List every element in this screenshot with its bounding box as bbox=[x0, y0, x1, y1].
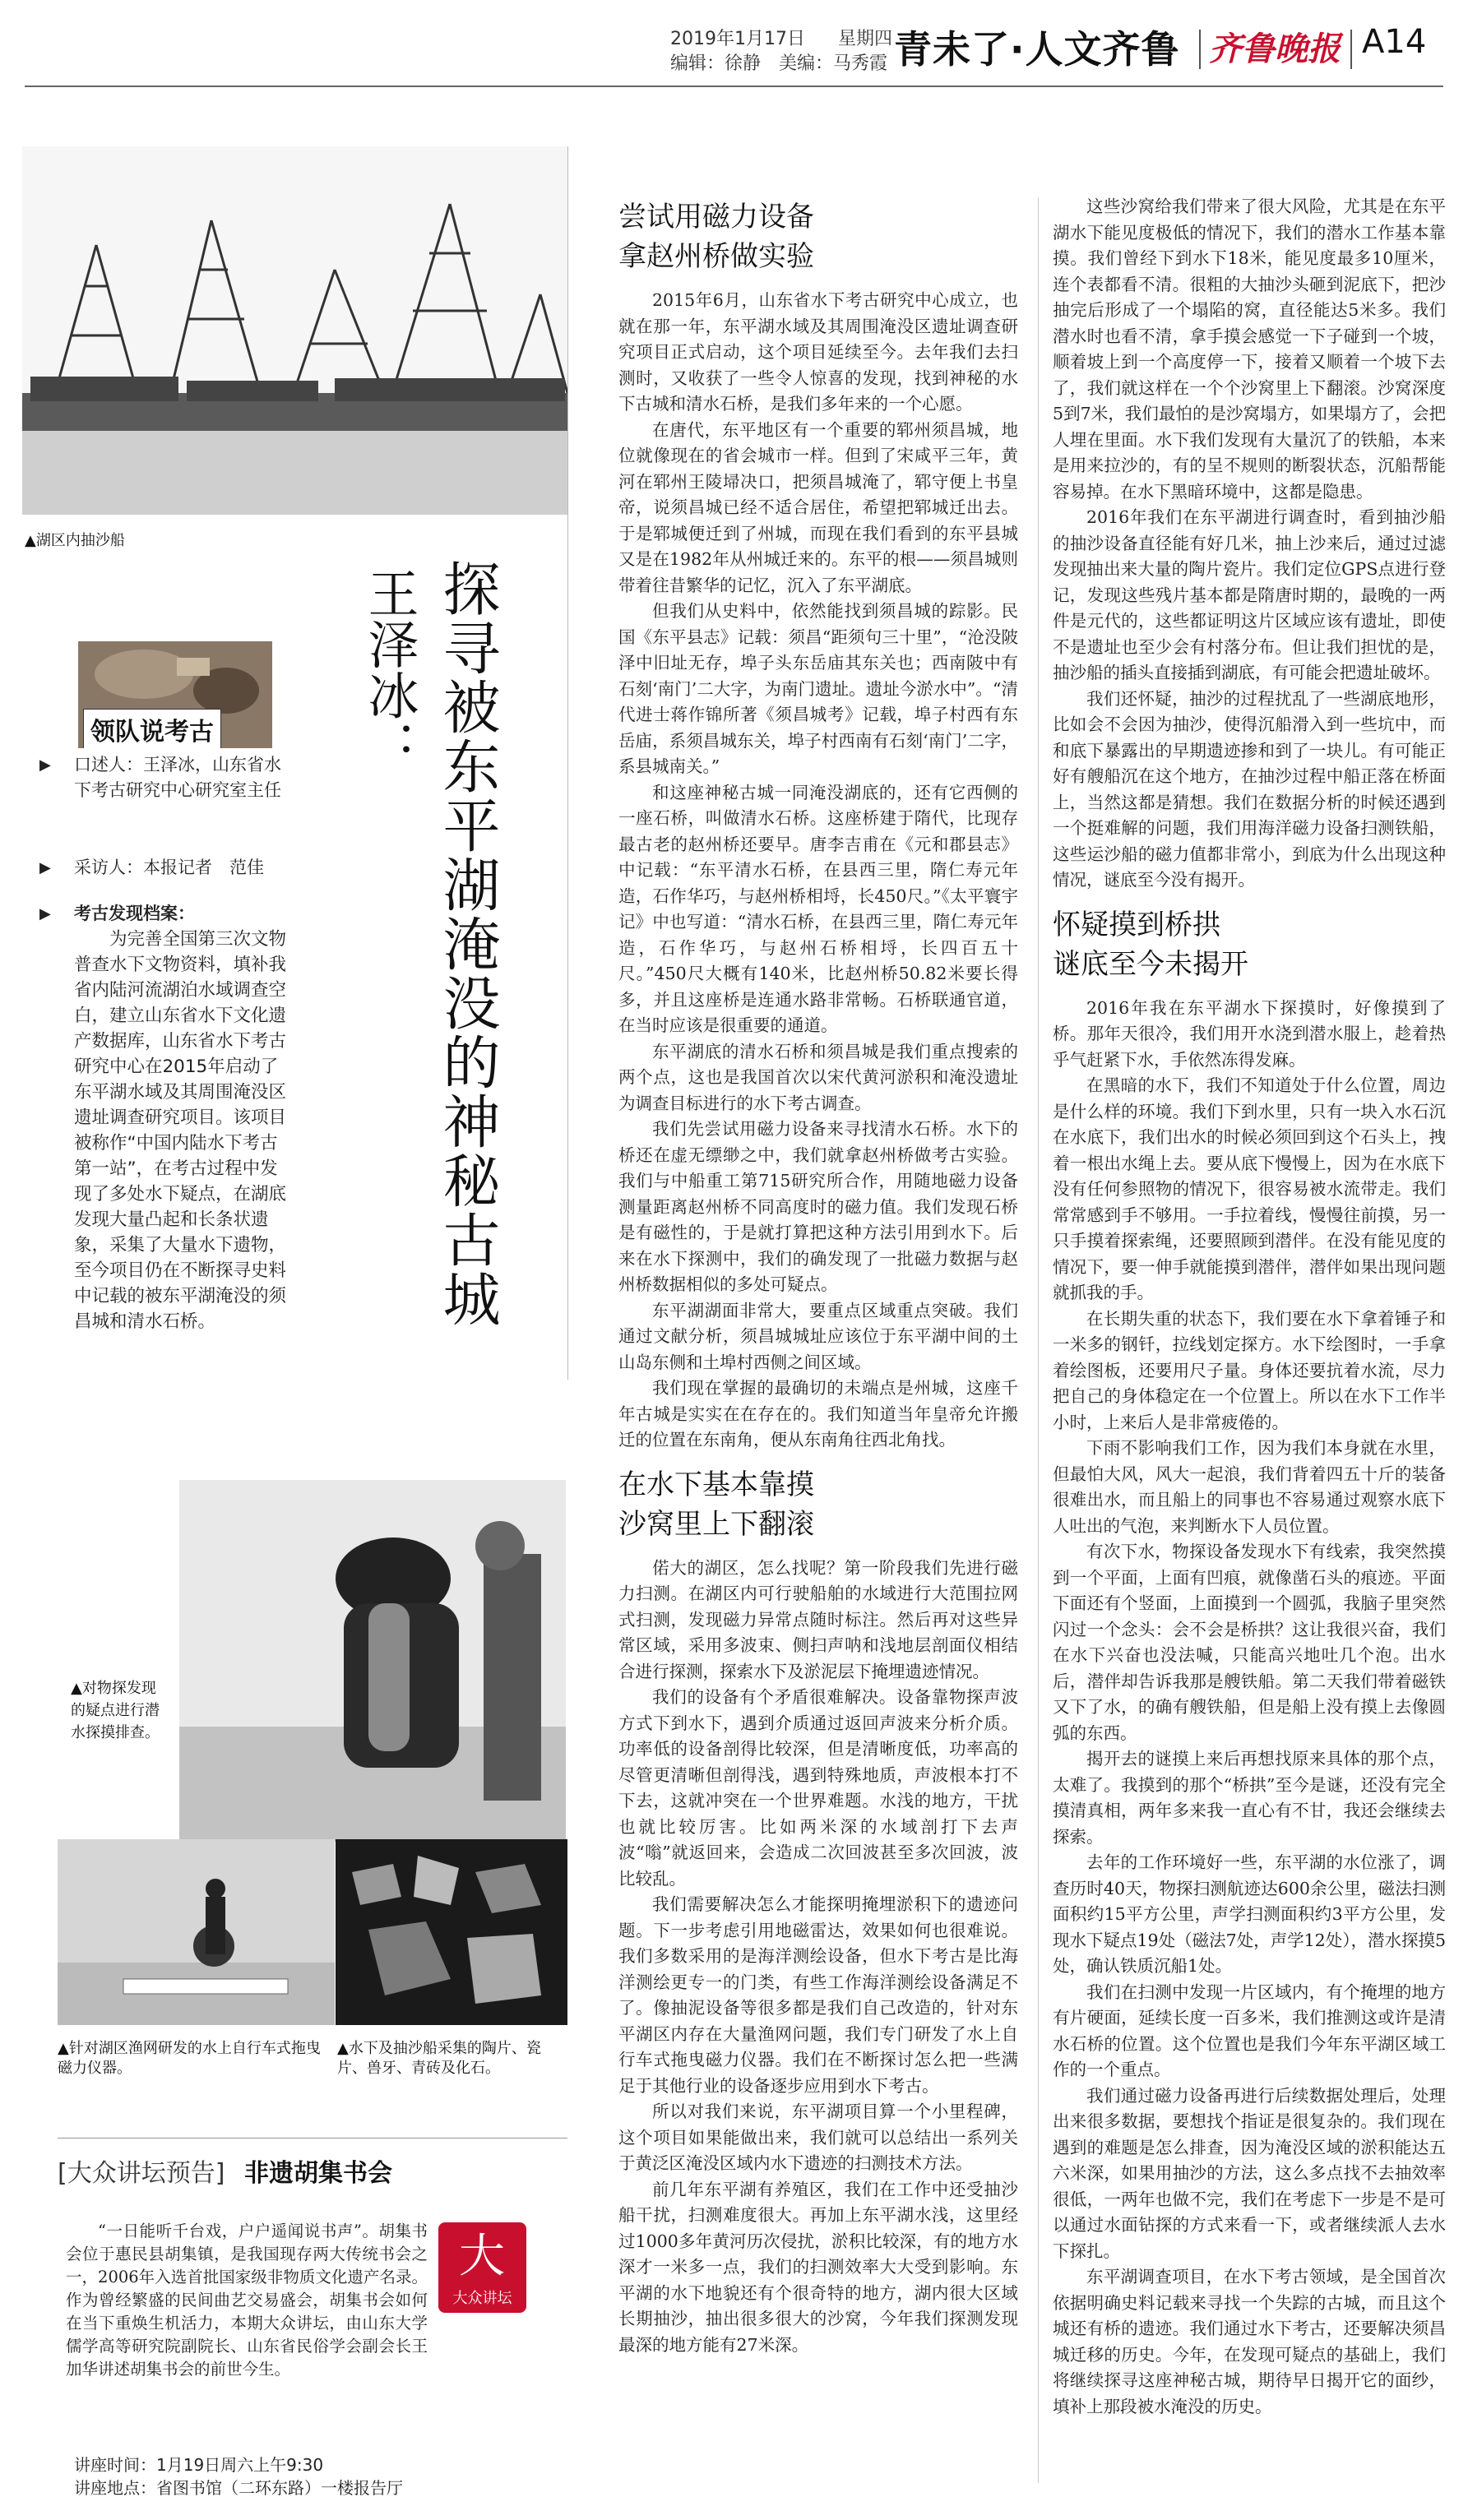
paragraph: 但我们从史料中，依然能找到须昌城的踪影。民国《东平县志》记载：须昌“距须句三十里”，“沧没陂泽中旧址无存，埠子头东岳庙其东关也；西南陂中有石刻‘南门’二大字，为南门遗址。遗址今淤水中”。“清代进士蒋作锦所著《须昌城考》记载，埠子村西有东岳庙，系须昌城东关，埠子村西南有石刻‘南门’二字，系县城南关。” bbox=[618, 601, 1018, 776]
svg-text:大: 大 bbox=[459, 2230, 505, 2283]
paragraph: 在长期失重的状态下，我们要在水下拿着锤子和一米多的钢钎，拉线划定探方。水下绘图时，一手拿着绘图板，还要用尺子量。身体还要抗着水流，尽力把自己的身体稳定在一个位置上。所以在水下工作半小时，上来后人是非常疲倦的。 bbox=[1053, 1308, 1446, 1432]
headline-person: 王泽冰： bbox=[359, 567, 419, 771]
photo-relics bbox=[336, 1839, 567, 2025]
header-divider-2 bbox=[1350, 30, 1352, 69]
paragraph: 我们现在掌握的最确切的未端点是州城，这座千年古城是实实在在存在的。我们知道当年皇帝允许搬迁的位置在东南角，便从东南角往西北角找。 bbox=[618, 1378, 1018, 1450]
page-number: A14 bbox=[1362, 23, 1427, 61]
lecture-title: 非遗胡集书会 bbox=[243, 2159, 392, 2188]
relics-image bbox=[336, 1839, 567, 2025]
paragraph: 下雨不影响我们工作，因为我们本身就在水里，但最怕大风，风大一起浪，我们背着四五十斤的装备很难出水，而且船上的同事也不容易通过观察水底下人吐出的气泡，来判断水下人员位置。 bbox=[1053, 1438, 1446, 1536]
header-date-line bbox=[670, 25, 892, 50]
sec2-title-line1: 在水下基本靠摸 bbox=[618, 1468, 814, 1501]
paragraph: 2015年6月，山东省水下考古研究中心成立，也就在那一年，东平湖水域及其周围淹没区遗址调查研究项目正式启动，这个项目延续至今。去年我们去扫测时，又收获了一些令人惊喜的发现，找到神秘的水下古城和清水石桥，是我们多年来的一个心愿。 bbox=[618, 290, 1018, 414]
paragraph: 东平湖湖面非常大，要重点区域重点突破。我们通过文献分析，须昌城城址应该位于东平湖中间的土山岛东侧和土埠村西侧之间区域。 bbox=[618, 1300, 1018, 1372]
paragraph: 揭开去的谜摸上来后再想找原来具体的那个点，太难了。我摸到的那个“桥拱”至今是谜，还没有完全摸清真相，两年多来我一直心有不甘，我还会继续去探索。 bbox=[1053, 1749, 1446, 1847]
article-column-right bbox=[1053, 194, 1446, 2420]
paragraph: 前几年东平湖有养殖区，我们在工作中还受抽沙船干扰，扫测难度很大。再加上东平湖水浅，这里经过1000多年黄河历次侵扰，淤积比较深，有的地方水深才一米多一点，我们的扫测效率大大受到影响。东平湖的水下地貌还有个很奇特的地方，湖内很大区域长期抽沙，抽出很多很大的沙窝，今年我们探测发现最深的地方能有27米深。 bbox=[618, 2179, 1018, 2355]
lecture-logo bbox=[438, 2222, 526, 2313]
sec3-title-line1: 怀疑摸到桥拱 bbox=[1053, 908, 1220, 941]
header-date: 2019年1月17日 bbox=[670, 29, 805, 49]
paragraph: 我们的设备有个矛盾很难解决。设备靠物探声波方式下到水下，遇到介质通过返回声波来分析介质。功率低的设备剖得比较深，但是清晰度低，功率高的尽管更清晰但剖得浅，遇到特殊地质，声波根本打不下去，这就冲突在一个世界难题。水浅的地方，干扰也就比较厉害。比如两米深的水域剖打下去声波“嗡”就返回来，会造成二次回波甚至多次回波，波比较乱。 bbox=[618, 1687, 1018, 1889]
sec1-title bbox=[618, 197, 1018, 276]
header-editors: 编辑：徐静 美编：马秀霞 bbox=[670, 53, 888, 74]
paragraph: 所以对我们来说，东平湖项目算一个小里程碑，这个项目如果能做出来，我们就可以总结出一系列关于黄泛区淹没区域内水下遗迹的扫测技术方法。 bbox=[618, 2102, 1018, 2173]
paragraph: 在唐代，东平地区有一个重要的郓州须昌城，地位就像现在的省会城市一样。但到了宋咸平三年，黄河在郓州王陵埽决口，把须昌城淹了，郓守便上书皇帝，说须昌城已经不适合居住，希望把郓城迁出去。于是郓城便迁到了州城，而现在我们看到的东平县城又是在1982年从州城迁来的。东平的根——须昌城则带着往昔繁华的记忆，沉入了东平湖底。 bbox=[618, 419, 1018, 595]
column-label: 领队说考古 bbox=[83, 709, 221, 748]
narrator: 口述人：王泽冰，山东省水下考古研究中心研究室主任 bbox=[74, 755, 281, 800]
archive-text: 为完善全国第三次文物普查水下文物资料，填补我省内陆河流湖泊水域调查空白，建立山东省水下文化遗产数据库，山东省水下考古研究中心在2015年启动了东平湖水域及其周围淹没区遗址调查研究项目。该项目被称作“中国内陆水下考古第一站”，在考古过程中发现了多处水下疑点，在湖底发现大量凸起和长条状遗象，采集了大量水下遗物，至今项目仍在不断探寻史料中记载的被东平湖淹没的须昌城和清水石桥。 bbox=[74, 929, 287, 1332]
interviewer-arrow-icon: ▶ bbox=[39, 859, 51, 876]
caption-pump-boats: ▲湖区内抽沙船 bbox=[25, 532, 125, 549]
paragraph: 去年的工作环境好一些，东平湖的水位涨了，调查历时40天，物探扫测航迹达600余公里，磁法扫测面积约15平方公里，声学扫测面积约3平方公里，发现水下疑点19处（磁法7处，声学12处），潜水探摸5处，确认铁质沉船1处。 bbox=[1053, 1852, 1447, 1976]
lecture-tag: [大众讲坛预告] bbox=[58, 2159, 225, 2188]
interviewer: 采访人：本报记者 范佳 bbox=[74, 858, 264, 877]
paragraph: 东平湖调查项目，在水下考古领域，是全国首次依据明确史料记载来寻找一个失踪的古城，而且这个城还有桥的遗迹。我们通过水下考古，还要解决须昌城迁移的历史。今年，在发现可疑点的基础上，我们将继续探寻这座神秘古城，期待早日揭开它的面纱，填补上那段被水淹没的历史。 bbox=[1053, 2267, 1446, 2416]
lecture-logo-text: 大众讲坛 bbox=[452, 2290, 512, 2307]
caption-vehicle: ▲针对湖区渔网研发的水上自行车式拖曳磁力仪器。 bbox=[58, 2040, 321, 2077]
column-divider bbox=[1038, 197, 1039, 2483]
article-column-middle bbox=[618, 197, 1018, 2358]
headline-title: 探寻被东平湖淹没的神秘古城 bbox=[433, 559, 501, 1329]
photo-pump-boats bbox=[22, 146, 567, 515]
sec3-title bbox=[1053, 905, 1446, 984]
paragraph: 东平湖底的清水石桥和须昌城是我们重点搜索的两个点，这也是我国首次以宋代黄河淤积和淹没遗址为调查目标进行的水下考古调查。 bbox=[618, 1041, 1018, 1113]
narrator-block bbox=[39, 752, 286, 803]
diver-image bbox=[179, 1480, 566, 1842]
paragraph: 和这座神秘古城一同淹没湖底的，还有它西侧的一座石桥，叫做清水石桥。这座桥建于隋代，比现存最古老的赵州桥还要早。唐李吉甫在《元和郡县志》中记载：“东平清水石桥，在县西三里，隋仁寿元年造，石作华巧，与赵州桥相埒，长450尺。”《太平寰宇记》中也写道：“清水石桥，在县西三里，隋仁寿元年造，石作华巧，与赵州石桥相埒，长四百五十尺。”450尺大概有140米，比赵州桥50.82米要长得多，并且这座桥是连通水路非常畅。石桥联通官道，在当时应该是很重要的通道。 bbox=[618, 782, 1018, 1035]
paragraph: 2016年我在东平湖水下探摸时，好像摸到了桥。那年天很冷，我们用开水浇到潜水服上，趁着热乎气赶紧下水，手依然冻得发麻。 bbox=[1053, 997, 1446, 1070]
section-title: 青未了·人文齐鲁 bbox=[894, 27, 1180, 72]
photo-vehicle bbox=[58, 1839, 335, 2025]
vehicle-image bbox=[58, 1839, 335, 2025]
paragraph: 在黑暗的水下，我们不知道处于什么位置，周边是什么样的环境。我们下到水里，只有一块入水石沉在水底下，我们出水的时候必须回到这个石头上，拽着一根出水绳上去。要从底下慢慢上，因为在水底下没有任何参照物的情况下，很容易被水流带走。我们常常感到手不够用。一手拉着线，慢慢往前摸，另一只手摸着探索绳，还要照顾到潜伴。在没有能见度的情况下，要一伸手就能摸到潜伴，潜伴如果出现问题就抓我的手。 bbox=[1053, 1075, 1446, 1302]
paragraph: 我们需要解决怎么才能探明掩埋淤积下的遗迹问题。下一步考虑引用地磁雷达，效果如何也很难说。我们多数采用的是海洋测绘设备，但水下考古是比海洋测绘更专一的门类，有些工作海洋测绘设备满足不了。像抽泥设备等很多都是我们自己改造的，针对东平湖区内存在大量渔网问题，我们专门研发了水上自行车式拖曳磁力仪器。我们在不断探讨怎么把一些满足于其他行业的设备逐步应用到水下考古。 bbox=[618, 1894, 1018, 2096]
interviewer-block bbox=[39, 855, 286, 881]
pump-boats-image bbox=[22, 146, 567, 515]
sec3-title-line2: 谜底至今未揭开 bbox=[1053, 947, 1248, 981]
lecture-heading bbox=[58, 2152, 392, 2189]
paragraph: 这些沙窝给我们带来了很大风险，尤其是在东平湖水下能见度极低的情况下，我们的潜水工作基本靠摸。我们曾经下到水下18米，能见度最多10厘米，连个表都看不清。很粗的大抽沙头砸到泥底下，把沙抽完后形成了一个塌陷的窝，直径能达5米多。我们潜水时也看不清，拿手摸会感觉一下子碰到一个坡，顺着坡上到一个高度停一下，接着又顺着一个坡下去了，我们就这样在一个个沙窝里上下翻滚。沙窝深度5到7米，我们最怕的是沙窝塌方，如果塌方了，会把人埋在里面。水下我们发现有大量沉了的铁船，本来是用来拉沙的，有的呈不规则的断裂状态，沉船帮能容易掉。在水下黑暗环境中，这都是隐患。 bbox=[1053, 197, 1446, 502]
lecture-logo-icon bbox=[438, 2222, 526, 2288]
sec2-title-line2: 沙窝里上下翻滚 bbox=[618, 1507, 814, 1541]
lecture-place: 讲座地点：省图书馆（二环东路）一楼报告厅 bbox=[74, 2478, 403, 2498]
archive-arrow-icon: ▶ bbox=[39, 905, 51, 922]
caption-relics: ▲水下及抽沙船采集的陶片、瓷片、兽牙、青砖及化石。 bbox=[337, 2040, 541, 2077]
paper-logo: 齐鲁晚报 bbox=[1209, 30, 1341, 68]
lecture-time: 讲座时间：1月19日周六上午9:30 bbox=[74, 2455, 324, 2475]
paragraph: 我们还怀疑，抽沙的过程扰乱了一些湖底地形，比如会不会因为抽沙，使得沉船滑入到一些坑中，而和底下暴露出的早期遗迹掺和到了一块儿。有可能正好有艘船沉在这个地方，在抽沙过程中船正落在桥面上，当然这都是猜想。我们在数据分析的时候还遇到一个挺难解的问题，我们用海洋磁力设备扫测铁船，这些运沙船的磁力值都非常小，到底为什么出现这种情况，谜底至今没有揭开。 bbox=[1053, 688, 1446, 890]
narrator-arrow-icon: ▶ bbox=[39, 756, 51, 774]
photo-diver bbox=[179, 1480, 566, 1842]
lecture-body: “一日能听千台戏，户户遥闻说书声”。胡集书会位于惠民县胡集镇，是我国现存两大传统书会之一，2006年入选首批国家级非物质文化遗产名录。作为曾经繁盛的民间曲艺交易盛会，胡集书会如何在当下重焕生机活力，本期大众讲坛，由山东大学儒学高等研究院副院长、山东省民俗学会副会长王加华讲述胡集书会的前世今生。 bbox=[66, 2222, 428, 2379]
sec1-title-line1: 尝试用磁力设备 bbox=[618, 201, 814, 234]
paragraph: 偌大的湖区，怎么找呢？第一阶段我们先进行磁力扫测。在湖区内可行驶船舶的水域进行大范围拉网式扫测，发现磁力异常点随时标注。然后再对这些异常区域，采用多波束、侧扫声呐和浅地层剖面仪相结合进行探测，探索水下及淤泥层下掩埋遗迹情况。 bbox=[618, 1557, 1018, 1681]
sec2-title bbox=[618, 1465, 1018, 1544]
paragraph: 我们在扫测中发现一片区域内，有个掩埋的地方有片硬面，延续长度一百多米，我们推测这或许是清水石桥的位置。这个位置也是我们今年东平湖区域工作的一个重点。 bbox=[1053, 1981, 1446, 2079]
header-rule bbox=[25, 86, 1443, 87]
column-logo-photo bbox=[78, 641, 272, 748]
paragraph: 我们先尝试用磁力设备来寻找清水石桥。水下的桥还在虚无缥缈之中，我们就拿赵州桥做考古实验。我们与中船重工第715研究所合作，用随地磁力设备测量距离赵州桥不同高度时的磁力值。我们发现石桥是有磁性的，于是就打算把这种方法引用到水下。后来在水下探测中，我们的确发现了一批磁力数据与赵州桥数据相似的多处可疑点。 bbox=[618, 1119, 1018, 1294]
archive-label: 考古发现档案： bbox=[74, 904, 195, 923]
sidebar-divider bbox=[567, 146, 568, 1380]
caption-diver: ▲对物探发现的疑点进行潜水探摸排查。 bbox=[71, 1680, 160, 1741]
header-divider-1 bbox=[1199, 30, 1201, 69]
paragraph: 有次下水，物探设备发现水下有线索，我突然摸到一个平面，上面有凹痕，就像凿石头的痕迹。平面下面还有个竖面，上面摸到一个圆弧，我脑子里突然闪过一个念头：会不会是桥拱？这让我很兴奋，我们在水下兴奋也没法喊，只能高兴地吐几个泡。出水后，潜伴却告诉我那是艘铁船。第二天我们带着磁铁又下了水，的确有艘铁船，但是船上没有摸上去像圆弧的东西。 bbox=[1053, 1542, 1446, 1743]
paragraph: 2016年我们在东平湖进行调查时，看到抽沙船的抽沙设备直径能有好几米，抽上沙来后，通过过滤发现抽出来大量的陶片瓷片。我们定位GPS点进行登记，发现这些残片基本都是隋唐时期的，最晚的一两件是元代的，这些都证明这片区域应该有遗址，即使不是遗址也至少会有村落分布。但让我们担忧的是，抽沙船的插头直接插到湖底，有可能会把遗址破坏。 bbox=[1053, 507, 1446, 682]
paragraph: 我们通过磁力设备再进行后续数据处理后，处理出来很多数据，要想找个指证是很复杂的。我们现在遇到的难题是怎么排查，因为淹没区域的淤积能达五六米深，如果用抽沙的方法，这么多点找不去抽效率很低，一两年也做不完，我们在考虑下一步是不是可以通过水面钻探的方式来看一下，或者继续派人去水下探扎。 bbox=[1053, 2085, 1446, 2261]
archive-block bbox=[39, 901, 286, 1334]
lecture-top-rule bbox=[58, 2138, 567, 2139]
sec1-title-line2: 拿赵州桥做实验 bbox=[618, 240, 814, 273]
header-weekday: 星期四 bbox=[837, 29, 892, 49]
